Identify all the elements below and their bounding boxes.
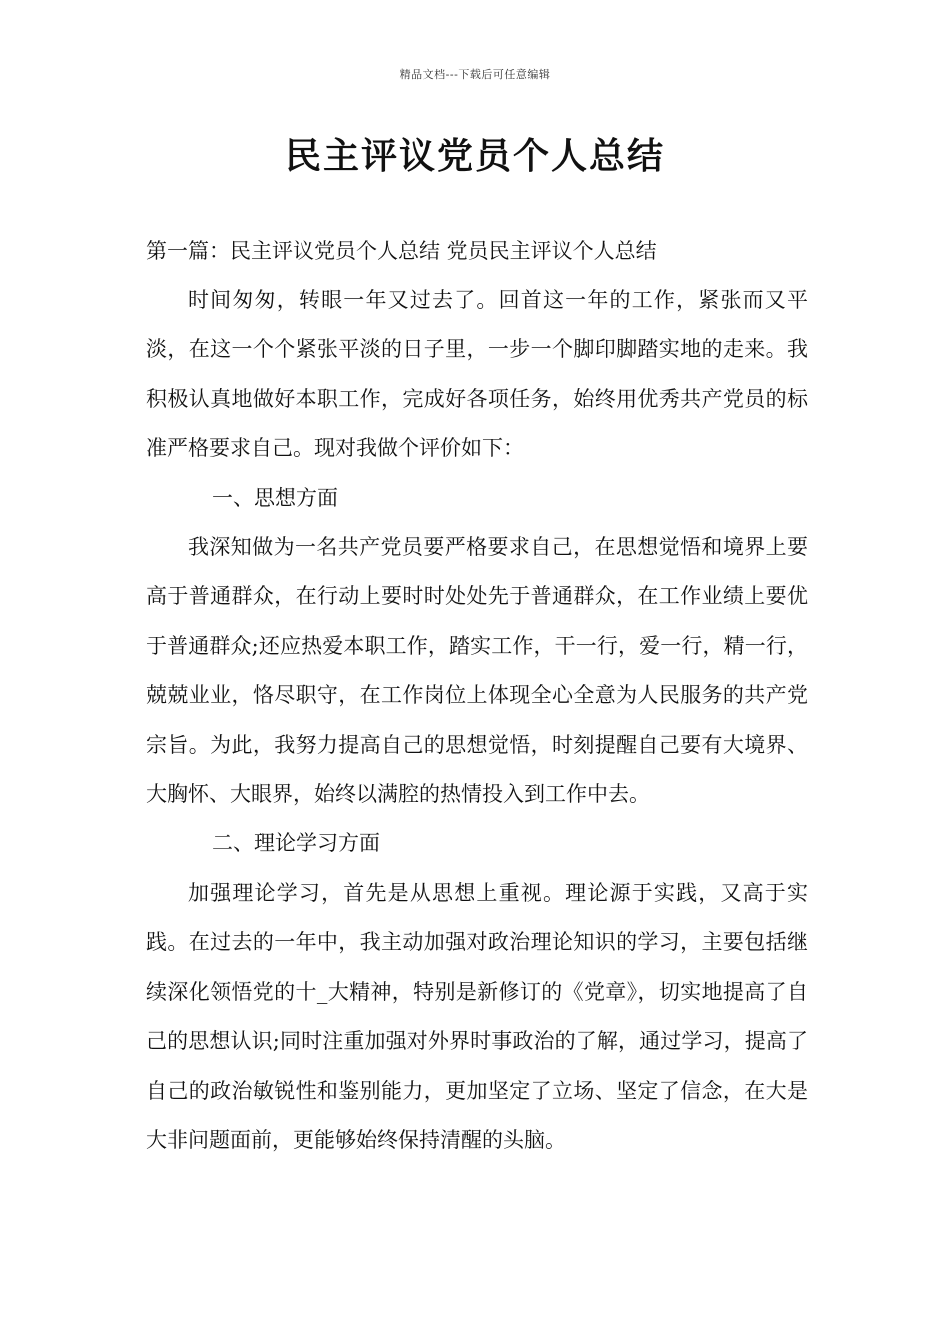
paragraph-intro: 时间匆匆，转眼一年又过去了。回首这一年的工作，紧张而又平淡，在这一个个紧张平淡的日子里，一步一个脚印脚踏实地的走来。我积极认真地做好本职工作，完成好各项任务，始终用优秀共产党员的标准严格要求自己。现对我做个评价如下： bbox=[146, 288, 808, 461]
section-heading-theory: 二、理论学习方面 bbox=[212, 831, 380, 856]
document-subtitle: 第一篇：民主评议党员个人总结 党员民主评议个人总结 bbox=[146, 239, 657, 263]
section-heading-thought: 一、思想方面 bbox=[212, 485, 338, 510]
header-note: 精品文档---下载后可任意编辑 bbox=[399, 68, 551, 81]
paragraph-thought: 我深知做为一名共产党员要严格要求自己，在思想觉悟和境界上要高于普通群众，在行动上要时时处处先于普通群众，在工作业绩上要优于普通群众;还应热爱本职工作，踏实工作，干一行，爱一行，精一行，兢兢业业，恪尽职守，在工作岗位上体现全心全意为人民服务的共产党宗旨。为此，我努力提高自己的思想觉悟，时刻提醒自己要有大境界、大胸怀、大眼界，始终以满腔的热情投入到工作中去。 bbox=[146, 535, 808, 807]
paragraph-theory: 加强理论学习，首先是从思想上重视。理论源于实践，又高于实践。在过去的一年中，我主动加强对政治理论知识的学习，主要包括继续深化领悟党的十_大精神，特别是新修订的《党章》，切实地提高了自己的思想认识;同时注重加强对外界时事政治的了解，通过学习，提高了自己的政治敏锐性和鉴别能力，更加坚定了立场、坚定了信念，在大是大非问题面前，更能够始终保持清醒的头脑。 bbox=[146, 880, 808, 1152]
document-body bbox=[146, 276, 808, 1165]
document-title: 民主评议党员个人总结 bbox=[284, 135, 665, 177]
